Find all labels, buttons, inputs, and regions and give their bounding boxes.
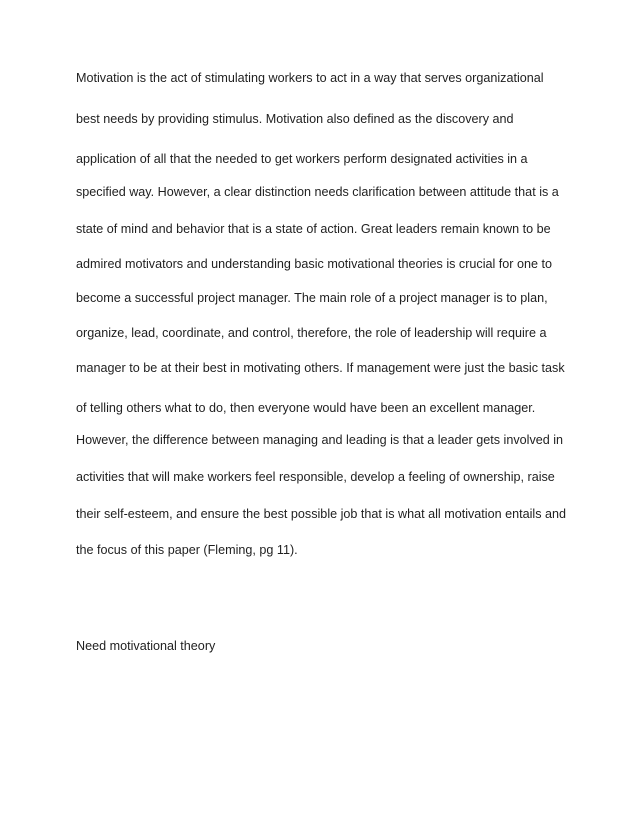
section-heading: Need motivational theory [76,639,216,653]
paragraph-line: the focus of this paper (Fleming, pg 11). [76,543,298,557]
paragraph-line: Motivation is the act of stimulating workers to act in a way that serves organizational [76,71,544,85]
paragraph-line: admired motivators and understanding basic motivational theories is crucial for one to [76,257,553,271]
paragraph-line: activities that will make workers feel responsible, develop a feeling of ownership, raise [76,470,555,484]
paragraph-line: become a successful project manager. The main role of a project manager is to plan, [76,291,548,305]
paragraph-line: specified way. However, a clear distinction needs clarification between attitude that is a [76,185,559,199]
paragraph-line: their self-esteem, and ensure the best possible job that is what all motivation entails and [76,507,567,521]
paragraph-line: state of mind and behavior that is a state of action. Great leaders remain known to be [76,222,551,236]
paragraph-line: manager to be at their best in motivating others. If management were just the basic task [76,361,565,375]
paragraph-line: However, the difference between managing and leading is that a leader gets involved in [76,433,564,447]
paragraph-line: application of all that the needed to get workers perform designated activities in a [76,152,528,166]
paragraph-line: of telling others what to do, then everyone would have been an excellent manager. [76,401,536,415]
paragraph-line: organize, lead, coordinate, and control, therefore, the role of leadership will require a [76,326,547,340]
paragraph-line: best needs by providing stimulus. Motivation also defined as the discovery and [76,112,514,126]
